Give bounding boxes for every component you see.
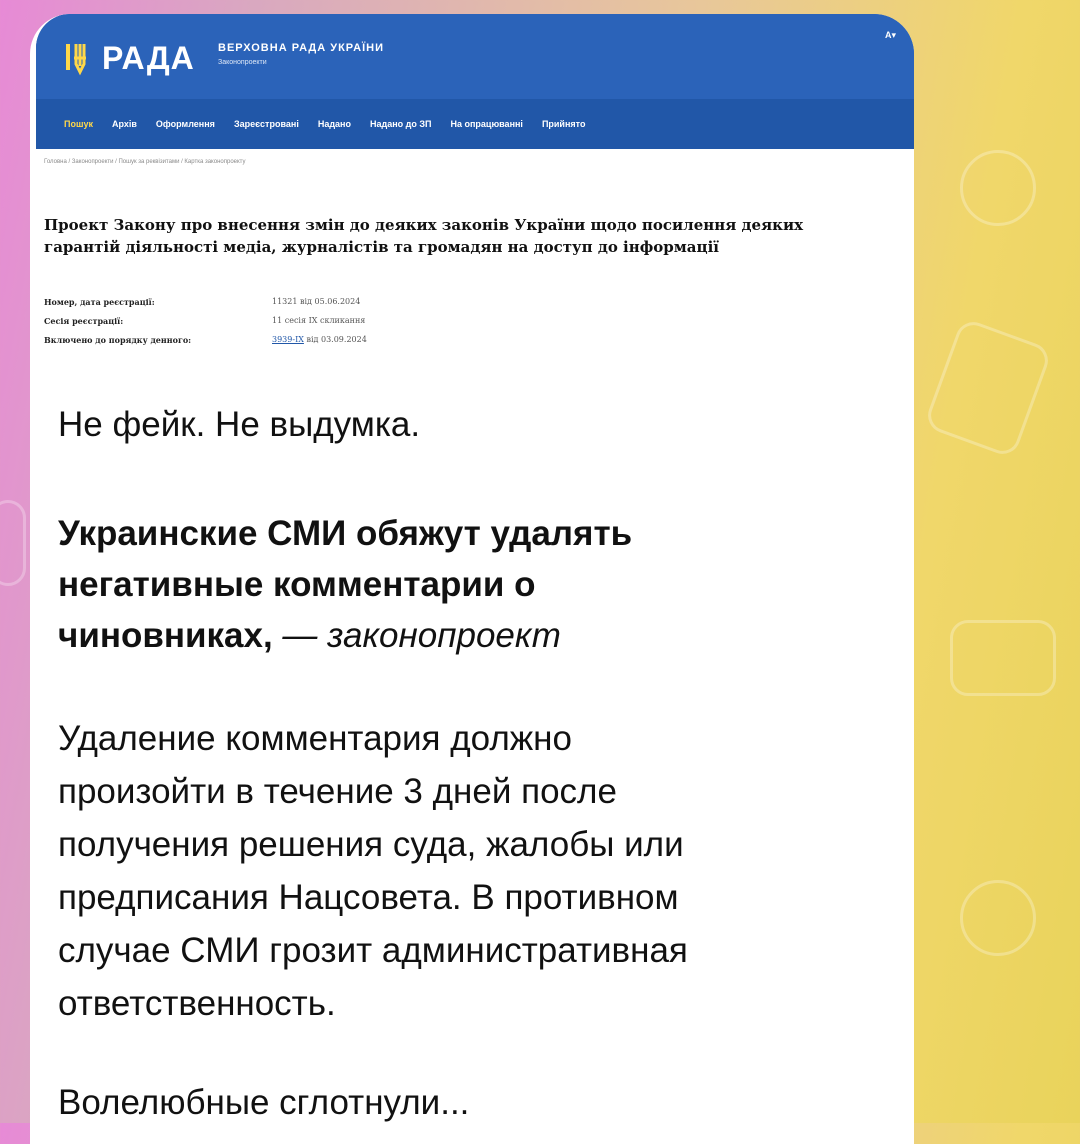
rada-subtitle: ВЕРХОВНА РАДА УКРАЇНИ <box>218 42 385 54</box>
meta-value <box>272 335 367 344</box>
background-doodle <box>923 317 1053 459</box>
bill-title <box>44 214 894 258</box>
meta-value: 11 сесія IX скликання <box>272 316 366 325</box>
post-headline: Украинские СМИ обяжут удалять <box>58 514 633 553</box>
breadcrumb[interactable]: Головна / Законопроекти / Пошук за реквізитами / Картка законопроекту <box>44 159 246 165</box>
post-headline <box>58 609 561 662</box>
meta-label: Сесія реєстрації: <box>44 316 124 326</box>
meta-row <box>44 297 564 316</box>
bill-title-line: гарантій діяльності медіа, журналістів та громадян на доступ до інформації <box>44 238 719 256</box>
headline-dash: — <box>272 616 328 655</box>
font-size-toggle[interactable]: А▾ <box>884 30 896 40</box>
post-body: произойти в течение 3 дней после <box>58 772 617 811</box>
headline-text: чиновниках, <box>58 616 273 655</box>
meta-label: Включено до порядку денного: <box>44 335 192 345</box>
nav-item-drafting[interactable]: Оформлення <box>155 119 215 129</box>
rada-section: Законопроекти <box>218 59 267 66</box>
post-body: случае СМИ грозит административная <box>58 931 688 970</box>
rada-logo-text[interactable]: РАДА <box>102 40 195 76</box>
post-headline: негативные комментарии о <box>58 565 536 604</box>
agenda-date: від 03.09.2024 <box>303 335 367 344</box>
bill-title-line: Проект Закону про внесення змін до деяких законів України щодо посилення деяких <box>44 216 804 234</box>
nav-item-search[interactable]: Пошук <box>64 119 93 129</box>
nav-item-processing[interactable]: На опрацюванні <box>450 119 523 129</box>
nav-item-submitted-zp[interactable]: Надано до ЗП <box>370 119 432 129</box>
background-doodle <box>0 500 26 586</box>
post-body: ответственность. <box>58 984 336 1023</box>
nav-item-registered[interactable]: Зареєстровані <box>233 119 299 129</box>
headline-source: законопроект <box>327 616 561 655</box>
meta-row <box>44 335 564 354</box>
bill-meta <box>44 297 564 354</box>
nav-item-adopted[interactable]: Прийнято <box>541 119 586 129</box>
meta-label: Номер, дата реєстрації: <box>44 297 155 307</box>
rada-header <box>36 14 914 149</box>
post-body: получения решения суда, жалобы или <box>58 825 684 864</box>
meta-row <box>44 316 564 335</box>
background-doodle <box>960 150 1036 226</box>
rada-nav <box>36 99 914 149</box>
post-line: Не фейк. Не выдумка. <box>58 405 421 444</box>
nav-item-archive[interactable]: Архів <box>111 119 137 129</box>
message-bubble <box>30 14 914 1144</box>
post-closing: Волелюбные сглотнули... <box>58 1083 470 1122</box>
trident-icon <box>66 40 94 76</box>
background-doodle <box>960 880 1036 956</box>
background-doodle <box>950 620 1056 696</box>
agenda-link[interactable]: 3939-IX <box>272 335 304 344</box>
meta-value: 11321 від 05.06.2024 <box>272 297 361 306</box>
nav-item-submitted[interactable]: Надано <box>317 119 351 129</box>
post-body: предписания Нацсовета. В противном <box>58 878 679 917</box>
post-body: Удаление комментария должно <box>58 719 572 758</box>
screenshot-image[interactable] <box>36 14 914 382</box>
